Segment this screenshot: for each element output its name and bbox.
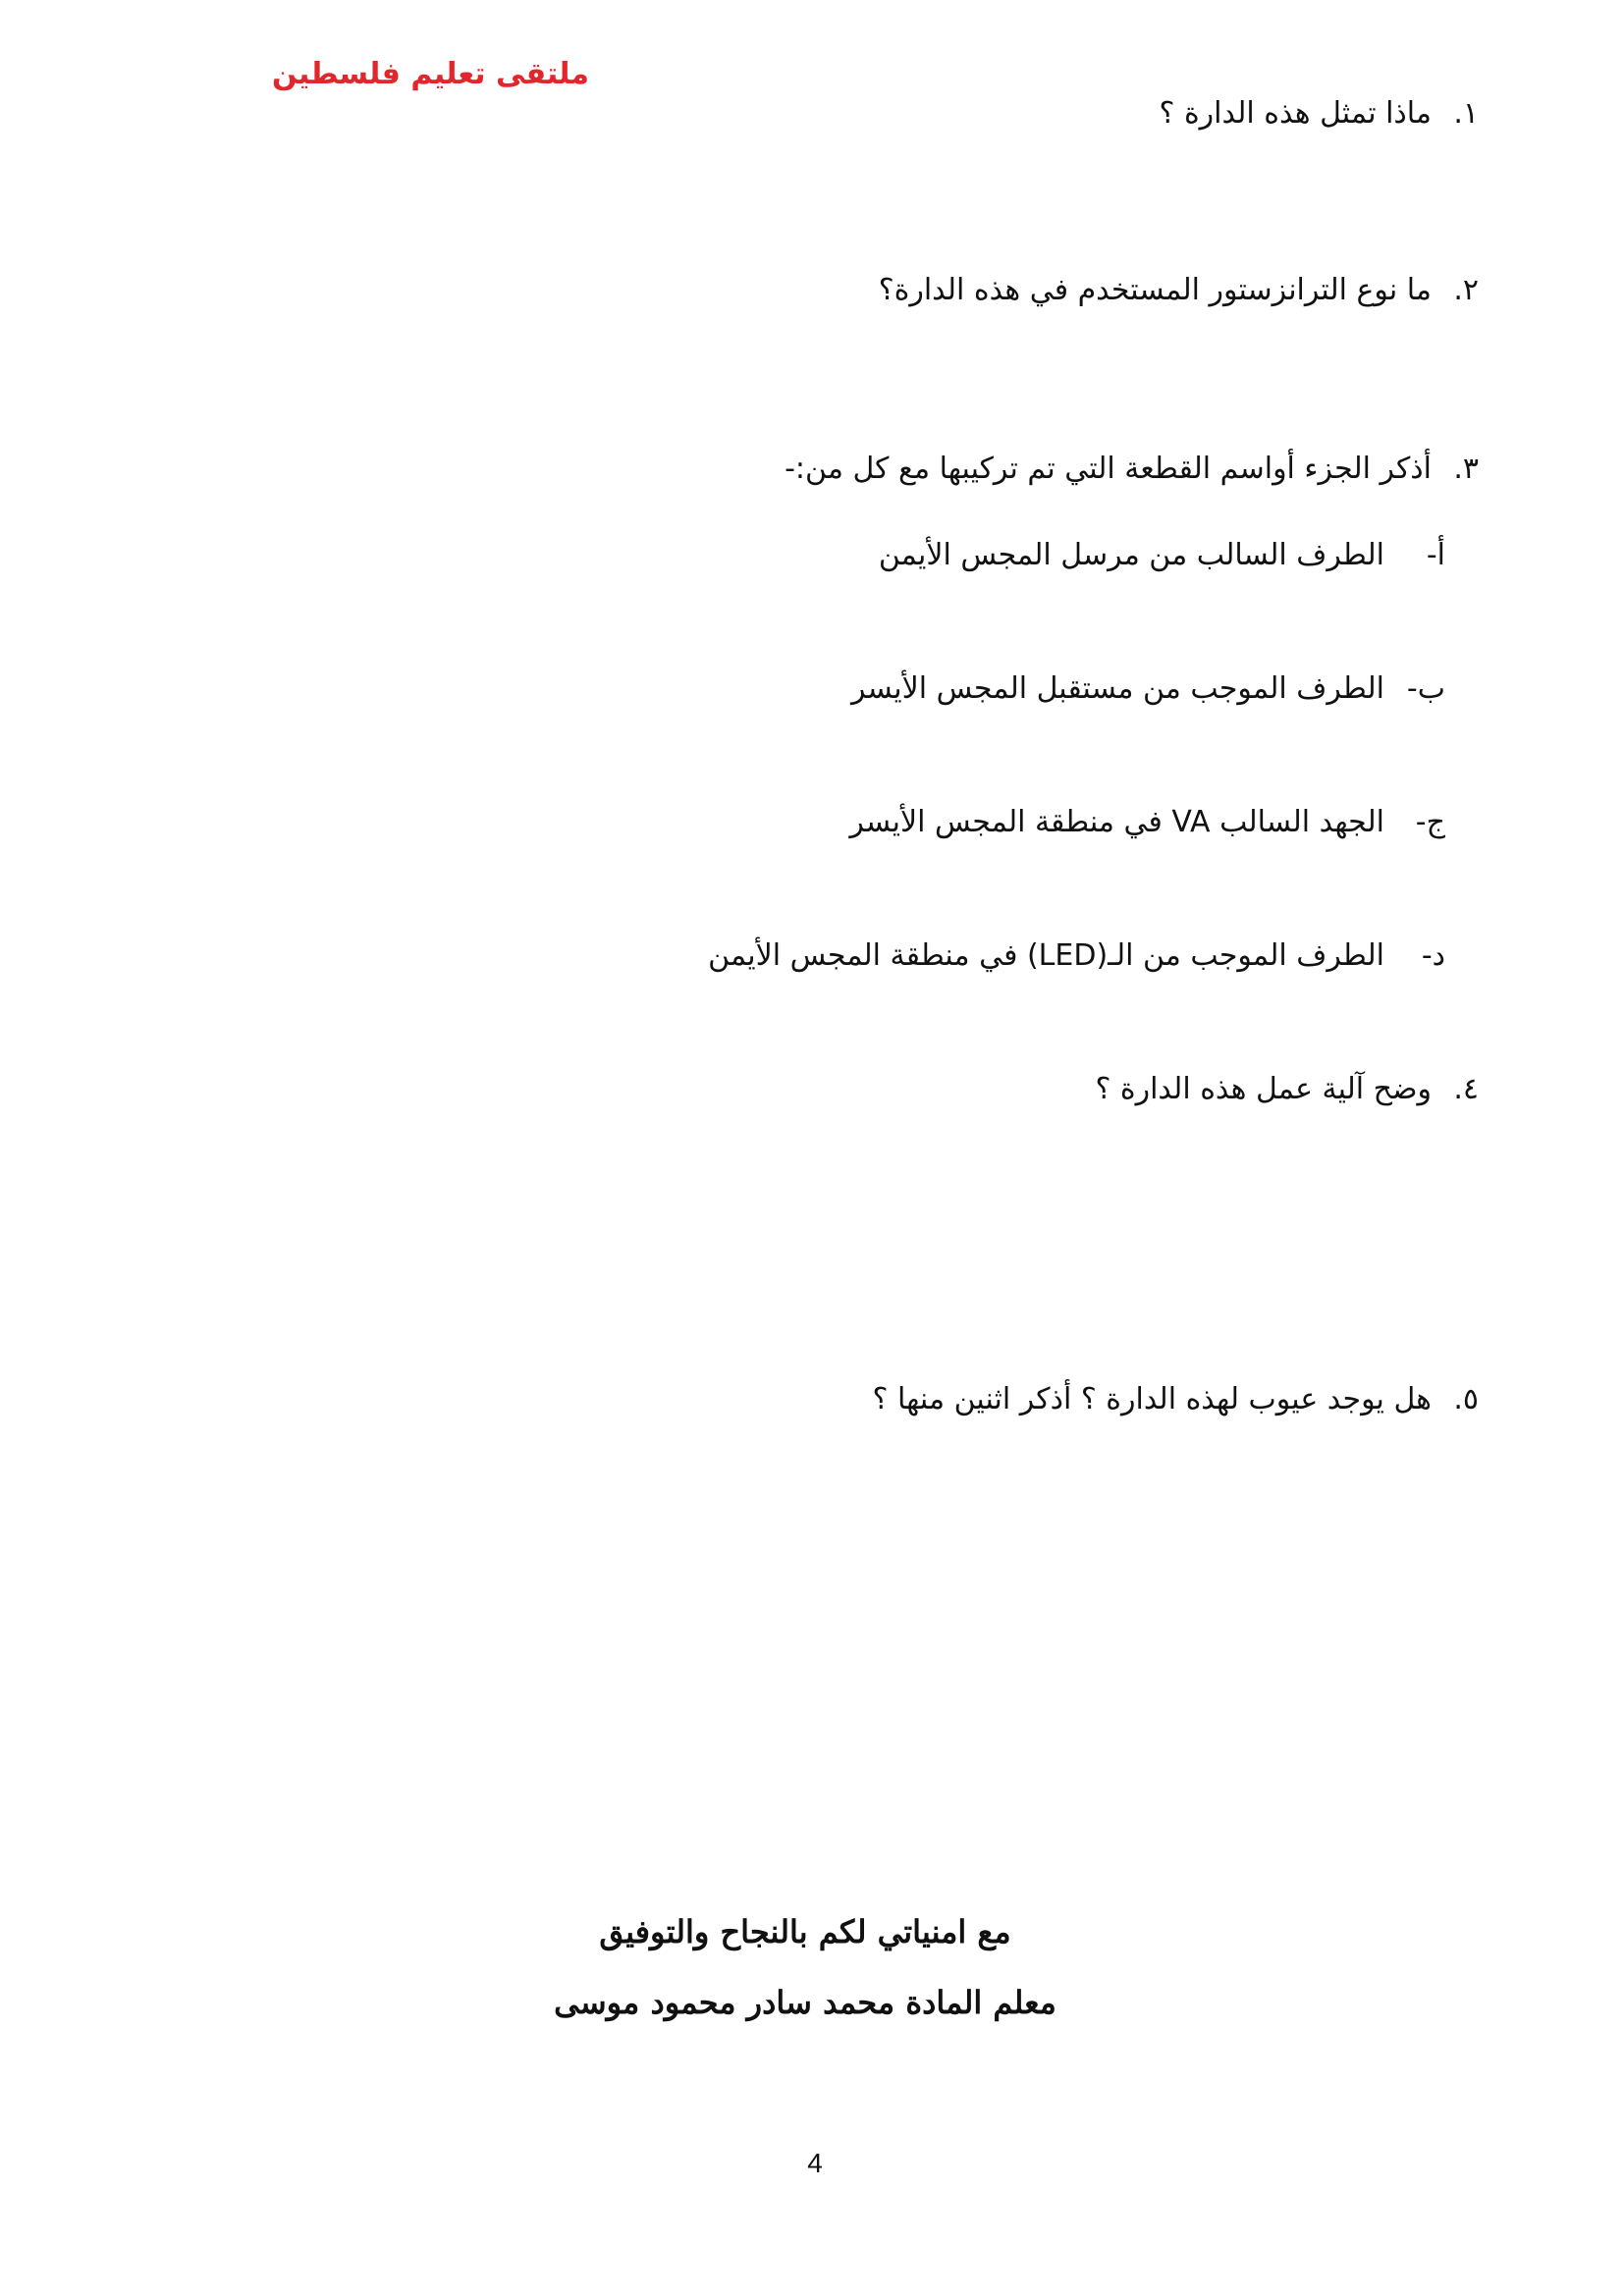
sub-item-letter: ب-	[1406, 671, 1445, 706]
question-3	[785, 450, 1479, 489]
question-4	[1095, 1070, 1479, 1109]
question-text: أذكر الجزء أواسم القطعة التي تم تركيبها مع كل من:-	[785, 452, 1432, 486]
question-number: ٤.	[1453, 1072, 1479, 1106]
sub-item-b	[851, 669, 1445, 709]
question-2	[879, 271, 1479, 310]
question-number: ٣.	[1453, 452, 1479, 486]
sub-item-text: الطرف السالب من مرسل المجس الأيمن	[878, 538, 1384, 572]
sub-item-text: الجهد السالب VA في منطقة المجس الأيسر	[849, 805, 1384, 839]
sub-item-letter: ج-	[1415, 805, 1445, 839]
question-number: ٥.	[1453, 1382, 1479, 1416]
question-5	[873, 1380, 1480, 1419]
sub-item-letter: د-	[1421, 938, 1445, 973]
question-1	[1160, 94, 1480, 133]
question-number: ١.	[1453, 96, 1479, 131]
page-number: 4	[807, 2148, 823, 2178]
sub-item-c	[849, 803, 1445, 842]
question-text: ما نوع الترانزستور المستخدم في هذه الدارة؟	[878, 273, 1432, 307]
closing-wishes: مع امنياتي لكم بالنجاح والتوفيق	[599, 1913, 1011, 1950]
sub-item-text: الطرف الموجب من الـ(LED) في منطقة المجس الأيمن	[708, 938, 1384, 973]
teacher-signature: معلم المادة محمد سادر محمود موسى	[554, 1984, 1056, 2021]
watermark-title: ملتقى تعليم فلسطين	[272, 57, 589, 91]
sub-item-d	[708, 936, 1445, 976]
sub-item-text: الطرف الموجب من مستقبل المجس الأيسر	[850, 671, 1384, 706]
sub-item-letter: أ-	[1426, 538, 1445, 572]
question-text: وضح آلية عمل هذه الدارة ؟	[1095, 1072, 1432, 1106]
question-text: ماذا تمثل هذه الدارة ؟	[1159, 96, 1432, 131]
sub-item-a	[879, 536, 1445, 575]
question-text: هل يوجد عيوب لهذه الدارة ؟ أذكر اثنين منها ؟	[872, 1382, 1432, 1416]
question-number: ٢.	[1453, 273, 1479, 307]
